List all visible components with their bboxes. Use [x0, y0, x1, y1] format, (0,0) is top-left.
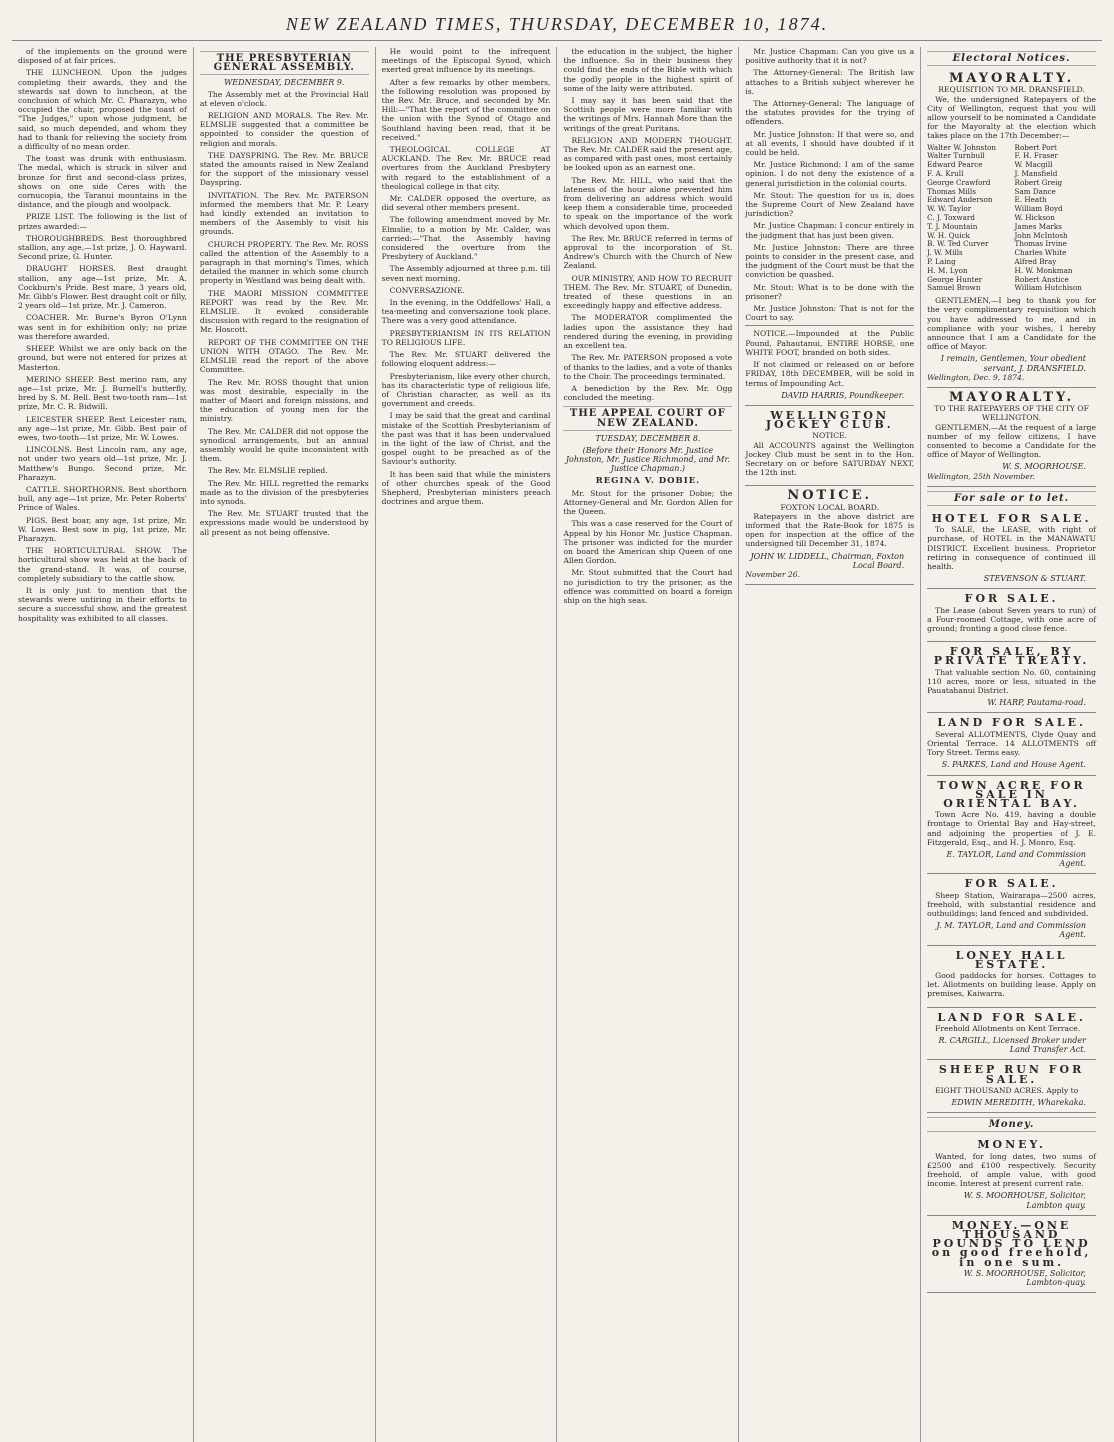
col2-paragraph: The Rev. Mr. STUART trusted that the expressions made would be understood by all present as not being offensive. — [199, 509, 369, 537]
col1-paragraph: CATTLE. SHORTHORNS. Best shorthorn bull, any age—1st prize, Mr. Peter Roberts' Prince of Wales. — [18, 484, 187, 513]
mayoralty-title: MAYORALTY. — [948, 71, 1075, 87]
appeal-court-bench: (Before their Honors Mr. Justice Johnston, Mr. Justice Richmond, and Mr. Justice Chapman.) — [565, 445, 730, 474]
col5-paragraph: Mr. Justice Johnston: If that were so, and at all events, I should have doubted if it could be held. — [745, 129, 915, 158]
sale-ad-sign: W. HARP, Pautama-road. — [987, 698, 1086, 708]
pound-notice — [745, 325, 914, 405]
jockey-club-sub: NOTICE. — [812, 431, 848, 441]
appeal-court-date: TUESDAY, DECEMBER 8. — [595, 433, 701, 443]
column-2 — [193, 47, 375, 1442]
foxton-ad — [745, 486, 914, 585]
assembly-date: WEDNESDAY, DECEMBER 9. — [224, 78, 345, 88]
column-4 — [556, 47, 738, 1442]
assembly-title: THE PRESBYTERIAN GENERAL ASSEMBLY. — [200, 51, 369, 75]
col3-paragraph: THEOLOGICAL COLLEGE AT AUCKLAND. The Rev. Mr. BRUCE read overtures from the Auckland Presbytery with regard to the establishment of a theological college in that city. — [381, 145, 551, 191]
jockey-club-title: WELLINGTON JOCKEY CLUB. — [765, 408, 894, 432]
sale-ad-text: EIGHT THOUSAND ACRES. Apply to — [935, 1085, 1079, 1095]
sale-ad-title: TOWN ACRE FOR SALE IN ORIENTAL BAY. — [937, 778, 1086, 810]
col4-paragraph: A benediction by the Rev. Mr. Ogg concluded the meeting. — [563, 383, 733, 403]
requisition-name: Thomas Irvine — [1014, 239, 1067, 249]
column-6 — [920, 47, 1102, 1442]
sale-ad-title: HOTEL FOR SALE. — [931, 512, 1092, 526]
requisition-name: W. W. Taylor — [927, 204, 972, 214]
jockey-club-text: All ACCOUNTS against the Wellington Jockey Club must be sent in to the Hon. Secretary on or before SATURDAY NEXT, the 12th inst. — [745, 440, 915, 478]
col2-paragraph: The Rev. Mr. ELMSLIE replied. — [207, 466, 328, 476]
for-sale-heading: For sale or to let. — [927, 491, 1096, 506]
foxton-sub: FOXTON LOCAL BOARD. — [780, 502, 879, 512]
requisition-name: P. Laing — [927, 256, 956, 266]
foxton-date: November 26. — [745, 569, 800, 579]
requisition-name: William Hutchison — [1014, 283, 1082, 293]
mayoralty-2-sign: W. S. MOORHOUSE. — [1002, 462, 1086, 472]
mayoralty-2-date: Wellington, 25th November. — [927, 471, 1035, 481]
col3-paragraph: PRESBYTERIANISM IN ITS RELATION TO RELIGIOUS LIFE. — [381, 328, 551, 347]
sale-ad — [927, 1060, 1096, 1113]
money-ad — [927, 1216, 1096, 1293]
col1-paragraph: The toast was drunk with enthusiasm. The medal, which is struck in silver and bronze for first and second-class prizes, shows on one side Ceres with the cornucopia, the Taranui mountains in the distance, and the plough and woolpack. — [18, 154, 187, 210]
requisition-name: W. Hickson — [1014, 213, 1055, 222]
money-ad-sign: W. S. MOORHOUSE, Solicitor, Lambton quay. — [963, 1191, 1086, 1210]
col1-paragraph: THE HORTICULTURAL SHOW. The horticultural show was held at the back of the grand-stand. It was, of course, completely subsidiary to the cattle show. — [18, 546, 187, 583]
money-ad-title: MONEY.—ONE THOUSAND POUNDS TO LEND on good freehold, in one sum. — [931, 1218, 1092, 1269]
col3-paragraph: It has been said that while the ministers of other churches speak of the Good Shepherd, Presbyterian ministers preach doctrines and argue them. — [381, 469, 551, 507]
requisition-name: George Hunter — [927, 274, 983, 284]
appeal-court-case: REGINA V. DOBIE. — [595, 475, 701, 486]
money-ad-sign: W. S. MOORHOUSE, Solicitor, Lambton-quay. — [963, 1268, 1086, 1288]
requisition-name: Alfred Bray — [1014, 256, 1057, 266]
col5-paragraph: The Attorney-General: The language of the statutes provides for the trying of offenders. — [745, 99, 915, 127]
mayoralty-ad-2 — [927, 388, 1096, 487]
requisition-name: William Boyd — [1014, 204, 1063, 214]
requisition-name: John McIntosh — [1014, 230, 1068, 240]
col2-paragraph: INVITATION. The Rev. Mr. PATERSON informed the members that Mr. P. Leary had kindly extended an invitation to members of the Assembly to visit his grounds. — [199, 190, 369, 237]
col3-paragraph: Mr. CALDER opposed the overture, as did several other members present. — [381, 194, 551, 213]
pound-notice-text: If not claimed or released on or before FRIDAY, 18th DECEMBER, will be sold in terms of Impounding Act. — [745, 360, 915, 388]
requisition-name: Edward Anderson — [927, 195, 993, 205]
col1-paragraph: THE LUNCHEON. Upon the judges completing their awards, they and the stewards sat down to luncheon, at the conclusion of which Mr. C. Pharazyn, who occupied the chair, proposed the toast of "The Judges," upon whose judgment, he said, so much depended, and whom they had to thank for relieving the society from a difficulty of no mean order. — [18, 68, 187, 152]
col5-paragraph: Mr. Stout: What is to be done with the prisoner? — [745, 282, 915, 301]
col2-paragraph: CHURCH PROPERTY. The Rev. Mr. ROSS called the attention of the Assembly to a paragraph in that morning's Times, which detailed the manner in which some church property in Westland was being dealt with. — [199, 239, 369, 286]
col3-paragraph: The following amendment moved by Mr. Elmslie, to a motion by Mr. Calder, was carried:—"That the Assembly having considered the overture from the Presbytery of Auckland." — [381, 215, 551, 262]
col1-paragraph: of the implements on the ground were disposed of at fair prices. — [18, 47, 187, 66]
column-3 — [375, 47, 557, 1442]
requisition-name: Walter Turnbull — [927, 151, 985, 161]
requisition-name: J. Mansfield — [1014, 169, 1058, 179]
col4-paragraph: RELIGION AND MODERN THOUGHT. The Rev. Mr. CALDER said the present age, as compared with past ones, most certainly be looked upon as an earnest one. — [563, 135, 733, 173]
col1-paragraph: PRIZE LIST. The following is the list of prizes awarded:— — [18, 212, 187, 231]
requisition-name: W. Macgill — [1014, 160, 1053, 170]
sale-ad-text: That valuable section No. 60, containing 110 acres, more or less, situated in the Pauatahanui District. — [927, 667, 1096, 696]
requisition-name: E. Heath — [1014, 195, 1047, 205]
col4-paragraph: The MODERATOR complimented the ladies upon the assistance they had rendered during the evening, in providing an excellent tea. — [563, 313, 733, 351]
sale-ad-sign: S. PARKES, Land and House Agent. — [941, 760, 1086, 770]
requisition-name: J. W. Mills — [927, 248, 963, 258]
mayoralty-date: Wellington, Dec. 9, 1874. — [927, 372, 1025, 382]
requisition-name: Edward Pearce — [927, 160, 983, 170]
col2-paragraph: The Rev. Mr. CALDER did not oppose the synodical arrangements, but an annual assembly would be quite inconsistent with them. — [199, 426, 369, 464]
masthead: NEW ZEALAND TIMES, THURSDAY, DECEMBER 10, 1874. — [12, 14, 1102, 41]
mayoralty-close: GENTLEMEN,—I beg to thank you for the very complimentary requisition which you have addressed to me, and in compliance with your wishes, I hereby announce that I am a Candidate for the office of Mayor. — [927, 296, 1096, 352]
sale-ad-title: SHEEP RUN FOR SALE. — [938, 1063, 1085, 1086]
sale-ad — [927, 946, 1096, 1008]
sale-ad-text: Several ALLOTMENTS, Clyde Quay and Oriental Terrace. 14 ALLOTMENTS off Tory Street. Terms easy. — [927, 729, 1096, 758]
mayoralty-2-sub: TO THE RATEPAYERS OF THE CITY OF WELLINGTON. — [934, 404, 1089, 423]
col5-paragraph: Mr. Justice Chapman: I concur entirely in the judgment that has just been given. — [745, 221, 915, 240]
col4-paragraph: The Rev. Mr. BRUCE referred in terms of approval to the incorporation of St. Andrew's Church with the Church of New Zealand. — [563, 233, 733, 271]
requisition-name: T. J. Mountain — [927, 221, 978, 231]
requisition-name: James Marks — [1014, 221, 1062, 231]
sale-ad-sign: E. TAYLOR, Land and Commission Agent. — [946, 849, 1086, 869]
requisition-name: H. M. Lyon — [927, 265, 968, 275]
col3-paragraph: After a few remarks by other members, the following resolution was proposed by the Rev. Mr. Bruce, and seconded by Mr. Hill:—"That the report of the committee on the union with the Synod of Otago and Southland having been read, that it be received." — [381, 77, 551, 142]
requisition-name: F. A. Krull — [927, 169, 964, 179]
mayoralty-2-title: MAYORALTY. — [948, 390, 1075, 405]
col1-paragraph: LINCOLNS. Best Lincoln ram, any age, not under two years old—1st prize, Mr. J. Matthew's Bungo. Second prize, Mr. Pharazyn. — [18, 445, 187, 482]
col1-paragraph: THOROUGHBREDS. Best thoroughbred stallion, any age,—1st prize, J. O. Hayward. Second prize, G. Hunter. — [18, 233, 187, 262]
money-ad-text: Wanted, for long dates, two sums of £2500 and £100 respectively. Security freehold, of ample value, with good income. Interest at present current rate. — [927, 1151, 1096, 1189]
sale-ad-title: FOR SALE. — [964, 877, 1059, 891]
money-ad — [927, 1135, 1096, 1215]
sale-ad-text: Good paddocks for horses. Cottages to let. Allotments on building lease. Apply on premises, Kaiwarra. — [927, 970, 1096, 999]
requisition-name: H. W. Monkman — [1014, 265, 1073, 275]
col1-paragraph: DRAUGHT HORSES. Best draught stallion, any age—1st prize, Mr. A. Cockburn's Pride. Best mare, 3 years old, Mr. Gibb's Flower. Best draught colt or filly, 2 years old—1st prize, Mr. J. Cameron. — [18, 264, 187, 311]
col4-paragraph: The Rev. Mr. PATERSON proposed a vote of thanks to the ladies, and a vote of thanks to the Choir. The proceedings terminated. — [563, 353, 733, 381]
col2-paragraph: REPORT OF THE COMMITTEE ON THE UNION WITH OTAGO. The Rev. Mr. ELMSLIE read the report of the above Committee. — [199, 337, 369, 375]
sale-ad-text: Town Acre No. 419, having a double frontage to Oriental Bay and Hay-street, and adjoining the properties of J. E. Fitzgerald, Esq., and H. J. Monro, Esq. — [927, 810, 1096, 847]
sale-ad — [927, 589, 1096, 642]
col2-paragraph: RELIGION AND MORALS. The Rev. Mr. ELMSLIE suggested that a committee be appointed to consider the question of religion and morals. — [199, 111, 369, 148]
col3-paragraph: The Assembly adjourned at three p.m. till seven next morning. — [381, 264, 551, 283]
appeal-court-paragraph: This was a case reserved for the Court of Appeal by his Honor Mr. Justice Chapman. The prisoner was indicted for the murder on board the American ship Queen of one Allen Gordon. — [563, 519, 733, 566]
appeal-court-paragraph: Mr. Stout for the prisoner Dobie; the Attorney-General and Mr. Gordon Allen for the Queen. — [563, 488, 733, 517]
col4-paragraph: I may say it has been said that the Scottish people were more familiar with the writings of Mrs. Hannah More than the writings of the great Puritans. — [563, 96, 733, 133]
requisition-name: Thomas Mills — [927, 186, 976, 196]
col5-paragraph: Mr. Justice Johnston: That is not for the Court to say. — [745, 304, 915, 323]
col5-paragraph: Mr. Justice Johnston: There are three points to consider in the present case, and the judgment of the Court must be that the conviction be quashed. — [745, 242, 915, 280]
sale-ad — [927, 642, 1096, 713]
col3-paragraph: The Rev. Mr. STUART delivered the following eloquent address:— — [381, 350, 551, 369]
sale-ad-title: LONEY HALL ESTATE. — [955, 948, 1068, 971]
requisition-name: W. H. Quick — [927, 230, 970, 240]
sale-ad-text: Freehold Allotments on Kent Terrace. — [935, 1023, 1081, 1033]
sale-ad-title: FOR SALE, BY PRIVATE TREATY. — [933, 645, 1090, 668]
requisition-name: Walter W. Johnston — [927, 142, 997, 152]
col3-paragraph: I may be said that the great and cardinal mistake of the Scottish Presbyterianism of the past was that it has been undervalued in the light of the law of Christ, and the gospel ought to be preached as of the Saviour's authority. — [381, 411, 551, 467]
col4-paragraph: The Rev. Mr. HILL, who said that the lateness of the hour alone prevented him from delivering an address which would keep them a considerable time, proceeded to speak on the importance of the work which devolved upon them. — [563, 175, 733, 231]
pound-notice-title: NOTICE.—Impounded at the Public Pound, Pahautanui, ENTIRE HORSE, one WHITE FOOT, branded on both sides. — [745, 329, 915, 357]
foxton-sign: JOHN W. LIDDELL, Chairman, Foxton Local Board. — [750, 551, 905, 570]
pound-notice-sign: DAVID HARRIS, Poundkeeper. — [781, 390, 905, 400]
mayoralty-sub: REQUISITION TO MR. DRANSFIELD. — [938, 85, 1085, 95]
mayoralty-text: We, the undersigned Ratepayers of the City of Wellington, request that you will allow yourself to be nominated a Candidate for the Mayoralty at the election which takes place on the 17th December:— — [927, 94, 1096, 141]
appeal-court-title: THE APPEAL COURT OF NEW ZEALAND. — [563, 406, 732, 430]
col2-paragraph: The Assembly met at the Provincial Hall at eleven o'clock. — [199, 89, 369, 108]
mayoralty-ad — [927, 69, 1096, 388]
col3-paragraph: He would point to the infrequent meetings of the Episcopal Synod, which exerted great influence by its meetings. — [381, 47, 551, 75]
sale-ad-title: FOR SALE. — [964, 592, 1059, 606]
col3-paragraph: In the evening, in the Oddfellows' Hall, a tea-meeting and conversazione took place. There was a very good attendance. — [381, 298, 551, 326]
requisition-name: Robert Port — [1014, 142, 1057, 152]
requisition-name: B. W. Ted Curver — [927, 239, 989, 249]
appeal-court-paragraph: Mr. Stout submitted that the Court had no jurisdiction to try the prisoner, as the offence was committed on board a foreign ship on the high seas. — [563, 568, 733, 605]
sale-ad — [927, 713, 1096, 775]
col2-paragraph: The Rev. Mr. HILL regretted the remarks made as to the division of the presbyteries into synods. — [199, 478, 369, 506]
col5-paragraph: Mr. Justice Richmond: I am of the same opinion. I do not deny the existence of a general jurisdiction in the colonial courts. — [745, 160, 915, 188]
col1-paragraph: MERINO SHEEP. Best merino ram, any age—1st prize, Mr. J. Burnell's butterfly, bred by S. M. Bell. Best two-tooth ram—1st prize, Mr. C. R. Bidwill. — [18, 374, 187, 412]
requisition-name: George Crawford — [927, 177, 991, 187]
columns — [12, 47, 1102, 1442]
foxton-text: Ratepayers in the above district are informed that the Rate-Book for 1875 is open for inspection at the office of the undersigned till December 31, 1874. — [745, 511, 915, 549]
requisition-name: Sam Dance — [1014, 186, 1056, 196]
requisition-name: Charles White — [1014, 248, 1067, 258]
money-ad-title: MONEY. — [977, 1138, 1046, 1152]
sale-ad-text: Sheep Station, Wairarapa—2500 acres, freehold, with substantial residence and outbuildings; land fenced and subdivided. — [927, 890, 1096, 918]
col3-paragraph: Presbyterianism, like every other church, has its characteristic type of religious life, of Christian character, as well as its government and creeds. — [381, 371, 551, 409]
col4-paragraph: the education in the subject, the higher the influence. So in their business they could find the ends of the Bible with which the godly people in the highest spirit of some of the laity were attributed. — [563, 47, 733, 93]
col1-paragraph: SHEEP. Whilst we are only back on the ground, but were not entered for prizes at Masterton. — [18, 344, 187, 372]
col1-paragraph: LEICESTER SHEEP. Best Leicester ram, any age—1st prize, Mr. Gibb. Best pair of ewes, two-tooth—1st prize, Mr. W. Lowes. — [18, 414, 187, 442]
requisition-name: Robert Anstice — [1014, 274, 1069, 284]
col5-paragraph: Mr. Justice Chapman: Can you give us a positive authority that it is not? — [745, 47, 915, 66]
sale-ad-sign: R. CARGILL, Licensed Broker under Land Transfer Act. — [938, 1035, 1086, 1055]
sale-ad-sign: STEVENSON & STUART. — [983, 574, 1086, 584]
column-1 — [12, 47, 193, 1442]
column-5 — [738, 47, 920, 1442]
requisition-name: Samuel Brown — [927, 283, 981, 293]
mayoralty-2-text: GENTLEMEN,—At the request of a large number of my fellow citizens, I have consented to become a Candidate for the office of Mayor of Wellington. — [927, 422, 1096, 460]
sale-ad-title: LAND FOR SALE. — [937, 1010, 1086, 1024]
requisition-name: C. J. Toxward — [927, 213, 975, 222]
jockey-club-ad — [745, 406, 914, 486]
col1-paragraph: PIGS. Best boar, any age, 1st prize, Mr. W. Lowes. Best sow in pig, 1st prize, Mr. Pharazyn. — [18, 515, 187, 543]
sale-ad-text: The Lease (about Seven years to run) of a Four-roomed Cottage, with one acre of ground; fronting a good close fence. — [927, 605, 1096, 634]
requisition-name: Robert Greig — [1014, 177, 1063, 187]
money-heading: Money. — [927, 1117, 1096, 1132]
col5-paragraph: The Attorney-General: The British law attaches to a British subject wherever he is. — [745, 68, 915, 96]
col1-paragraph: COACHER. Mr. Burne's Byron O'Lynn was sent in for exhibition only; no prize was therefore awarded. — [18, 313, 187, 341]
sale-ad-sign: EDWIN MEREDITH, Wharekaka. — [951, 1097, 1086, 1107]
col1-paragraph: It is only just to mention that the stewards were untiring in their efforts to secure a successful show, and the greatest hospitality was exhibited to all classes. — [18, 585, 187, 623]
sale-ad — [927, 1008, 1096, 1061]
col2-paragraph: The Rev. Mr. ROSS thought that union was most desirable, especially in the matter of Maori and foreign missions, and the education of young men for the ministry. — [199, 377, 369, 424]
requisition-names — [927, 144, 1096, 294]
sale-ad-title: LAND FOR SALE. — [937, 716, 1086, 730]
sale-ad-text: To SALE, the LEASE, with right of purchase, of HOTEL in the MANAWATU DISTRICT. Excellent business. Proprietor retiring in consequence of continued ill health. — [927, 525, 1096, 572]
sale-ad — [927, 509, 1096, 589]
sale-ad — [927, 776, 1096, 875]
col4-paragraph: OUR MINISTRY, AND HOW TO RECRUIT THEM. The Rev. Mr. STUART, of Dunedin, treated of these questions in an exceedingly happy and effective address. — [563, 273, 733, 311]
requisition-name: F. H. Fraser — [1014, 151, 1058, 161]
col3-paragraph: CONVERSAZIONE. — [389, 285, 465, 295]
sale-ad — [927, 874, 1096, 945]
col2-paragraph: THE DAYSPRING. The Rev. Mr. BRUCE stated the amounts raised in New Zealand for the support of the missionary vessel Dayspring. — [199, 150, 369, 188]
col5-paragraph: Mr. Stout: The question for us is, does the Supreme Court of New Zealand have jurisdiction? — [745, 190, 915, 219]
mayoralty-sign: I remain, Gentlemen, Your obedient servant, J. DRANSFIELD. — [940, 354, 1086, 373]
col2-paragraph: THE MAORI MISSION COMMITTEE REPORT was read by the Rev. Mr. ELMSLIE. It evoked considerable discussion with regard to the resignation of Mr. Hoscott. — [199, 288, 369, 335]
electoral-heading: Electoral Notices. — [927, 51, 1096, 66]
foxton-title: NOTICE. — [787, 488, 873, 504]
sale-ad-sign: J. M. TAYLOR, Land and Commission Agent. — [936, 921, 1086, 940]
